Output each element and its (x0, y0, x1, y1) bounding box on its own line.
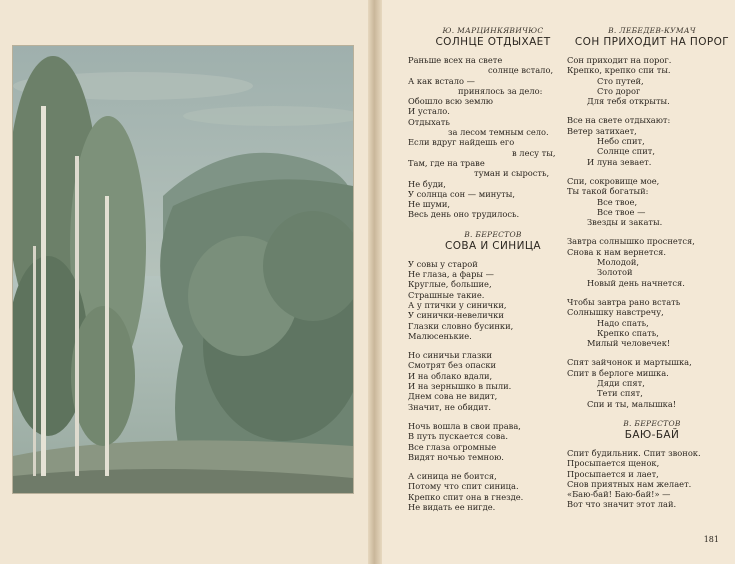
poem-line: Потому что спит синица. (408, 481, 519, 492)
poem-title: СОВА И СИНИЦА (445, 239, 541, 252)
poem-line: В путь пускается сова. (408, 431, 508, 442)
poem-line: Глазки словно бусинки, (408, 320, 514, 331)
poem-line: Просыпается и лает, (567, 468, 659, 479)
poem-line: Значит, не обидит. (408, 401, 491, 412)
poem-line: Сон приходит на порог. (567, 55, 672, 65)
poem-line: У синички-невелички (408, 310, 504, 321)
poem-line: Смотрят без опаски (408, 360, 497, 371)
stanza (567, 55, 735, 106)
poem-line: Новый день начнется. (587, 277, 685, 288)
poem-title: СОЛНЦЕ ОТДЫХАЕТ (435, 36, 551, 48)
poem (408, 230, 578, 513)
poem-author: В. БЕРЕСТОВ (464, 229, 522, 239)
poem-line: И устало. (408, 106, 450, 117)
poem-line: Солнце спит, (597, 146, 655, 157)
poem-line: Крепко спит она в гнезде. (408, 491, 524, 502)
text-column-right (567, 26, 735, 520)
poem-line: Вот что значит этот лай. (567, 499, 677, 510)
poem-line: У совы у старой (408, 258, 478, 269)
poem-line: Спит будильник. Спит звонок. (567, 447, 701, 458)
poem-line: Снова к нам вернется. (567, 246, 666, 257)
poem-line: Сто путей, (597, 75, 644, 86)
poem-line: Если вдруг найдешь его (408, 137, 515, 148)
poem (567, 26, 735, 409)
poem-line: У солнца сон — минуты, (408, 188, 515, 199)
poem-line: Все твое — (597, 206, 646, 217)
poem-line: Там, где на траве (408, 157, 485, 168)
poem-line: Не глаза, а фары — (408, 269, 494, 280)
poem-line: Дяди спят, (597, 378, 645, 389)
poem-line: Ночь вошла в свои права, (408, 420, 521, 431)
stanza (567, 115, 735, 166)
poem-line: И луна зевает. (587, 156, 652, 167)
poem-author: В. ЛЕБЕДЕВ-КУМАЧ (608, 26, 696, 35)
poem (408, 26, 578, 220)
poem-line: Раньше всех на свете (408, 55, 503, 65)
poem-line: Солнышку навстречу, (567, 307, 664, 318)
poem-line: Отдыхать (408, 116, 450, 127)
poem-line: А как встало — (408, 75, 475, 86)
poem-line: И на зернышко в пыли. (408, 381, 512, 392)
poem-line: Просыпается щенок, (567, 458, 660, 469)
poem-line: Страшные такие. (408, 289, 485, 300)
poem-title: СОН ПРИХОДИТ НА ПОРОГ (574, 36, 730, 48)
poem-line: Спит в берлоге мишка. (567, 367, 669, 378)
poem-line: Звезды и закаты. (587, 217, 663, 228)
poem-line: Спят зайчонок и мартышка, (567, 357, 692, 368)
poem-line: Чтобы завтра рано встать (567, 296, 681, 307)
stanza (408, 259, 578, 341)
poem-line: Не видать ее нигде. (408, 501, 496, 512)
poem-line: Малюсенькие. (408, 330, 472, 341)
poem-line: «Баю-бай! Баю-бай!» — (567, 489, 671, 500)
poem-line: солнце встало, (488, 65, 554, 76)
poem-line: Крепко, крепко спи ты. (567, 65, 671, 76)
poem-line: Не буди, (408, 178, 446, 189)
poem-line: Молодой, (597, 257, 640, 268)
text-column-left (408, 26, 578, 522)
poem-line: в лесу ты, (512, 147, 556, 158)
poem-line: А у птички у синички, (408, 299, 507, 310)
stanza (408, 471, 578, 512)
stanza (567, 297, 735, 348)
stanza (567, 236, 735, 287)
poem-line: Тети спят, (597, 388, 643, 399)
poem-line: Надо спать, (597, 317, 649, 328)
poem-line: туман и сырость, (474, 168, 550, 179)
stanza (567, 448, 735, 510)
stanza (408, 55, 578, 220)
poem-line: Весь день оно трудилось. (408, 209, 520, 220)
birch-trees-lake-painting (13, 46, 353, 493)
poem-line: Золотой (597, 267, 633, 278)
page-number: 181 (703, 535, 719, 544)
poem-line: Видят ночью темною. (408, 451, 504, 462)
landscape-illustration (12, 45, 354, 494)
poem-line: А синица не боится, (408, 471, 497, 482)
poem-line: Завтра солнышко проснется, (567, 236, 695, 247)
poem-line: Но синичьи глазки (408, 350, 493, 361)
poem-line: Все глаза огромные (408, 441, 497, 452)
poem-author: Ю. МАРЦИНКЯВИЧЮС (442, 26, 544, 35)
poem-author: В. БЕРЕСТОВ (623, 418, 681, 428)
stanza (567, 176, 735, 227)
poem-line: Небо спит, (597, 136, 645, 147)
poem-line: Круглые, большие, (408, 279, 492, 290)
poem-line: Милый человечек! (587, 338, 671, 349)
poem-line: Спи и ты, малышка! (587, 398, 677, 409)
book-gutter (368, 0, 382, 564)
stanza (567, 357, 735, 408)
poem-line: принялось за дело: (458, 85, 543, 96)
poem-line: Днем сова не видит, (408, 391, 498, 402)
poem-line: Все на свете отдыхают: (567, 115, 671, 126)
poem-line: И на облако вдали, (408, 370, 493, 381)
poem-line: Крепко спать, (597, 327, 659, 338)
poem-line: Сто дорог (597, 85, 641, 96)
stanza (408, 421, 578, 462)
poem-line: Для тебя открыты. (587, 96, 670, 107)
poem-line: Ветер затихает, (567, 125, 637, 136)
poem-title: БАЮ-БАЙ (624, 428, 680, 441)
poem-line: Обошло всю землю (408, 96, 493, 107)
poem (567, 419, 735, 510)
poem-line: Снов приятных нам желает. (567, 478, 692, 489)
stanza (408, 350, 578, 412)
poem-line: Ты такой богатый: (567, 186, 649, 197)
poem-line: Спи, сокровище мое, (567, 175, 660, 186)
poem-line: за лесом темным село. (448, 127, 549, 138)
poem-line: Не шуми, (408, 199, 450, 210)
right-page (382, 0, 735, 564)
poem-line: Все твое, (597, 196, 638, 207)
